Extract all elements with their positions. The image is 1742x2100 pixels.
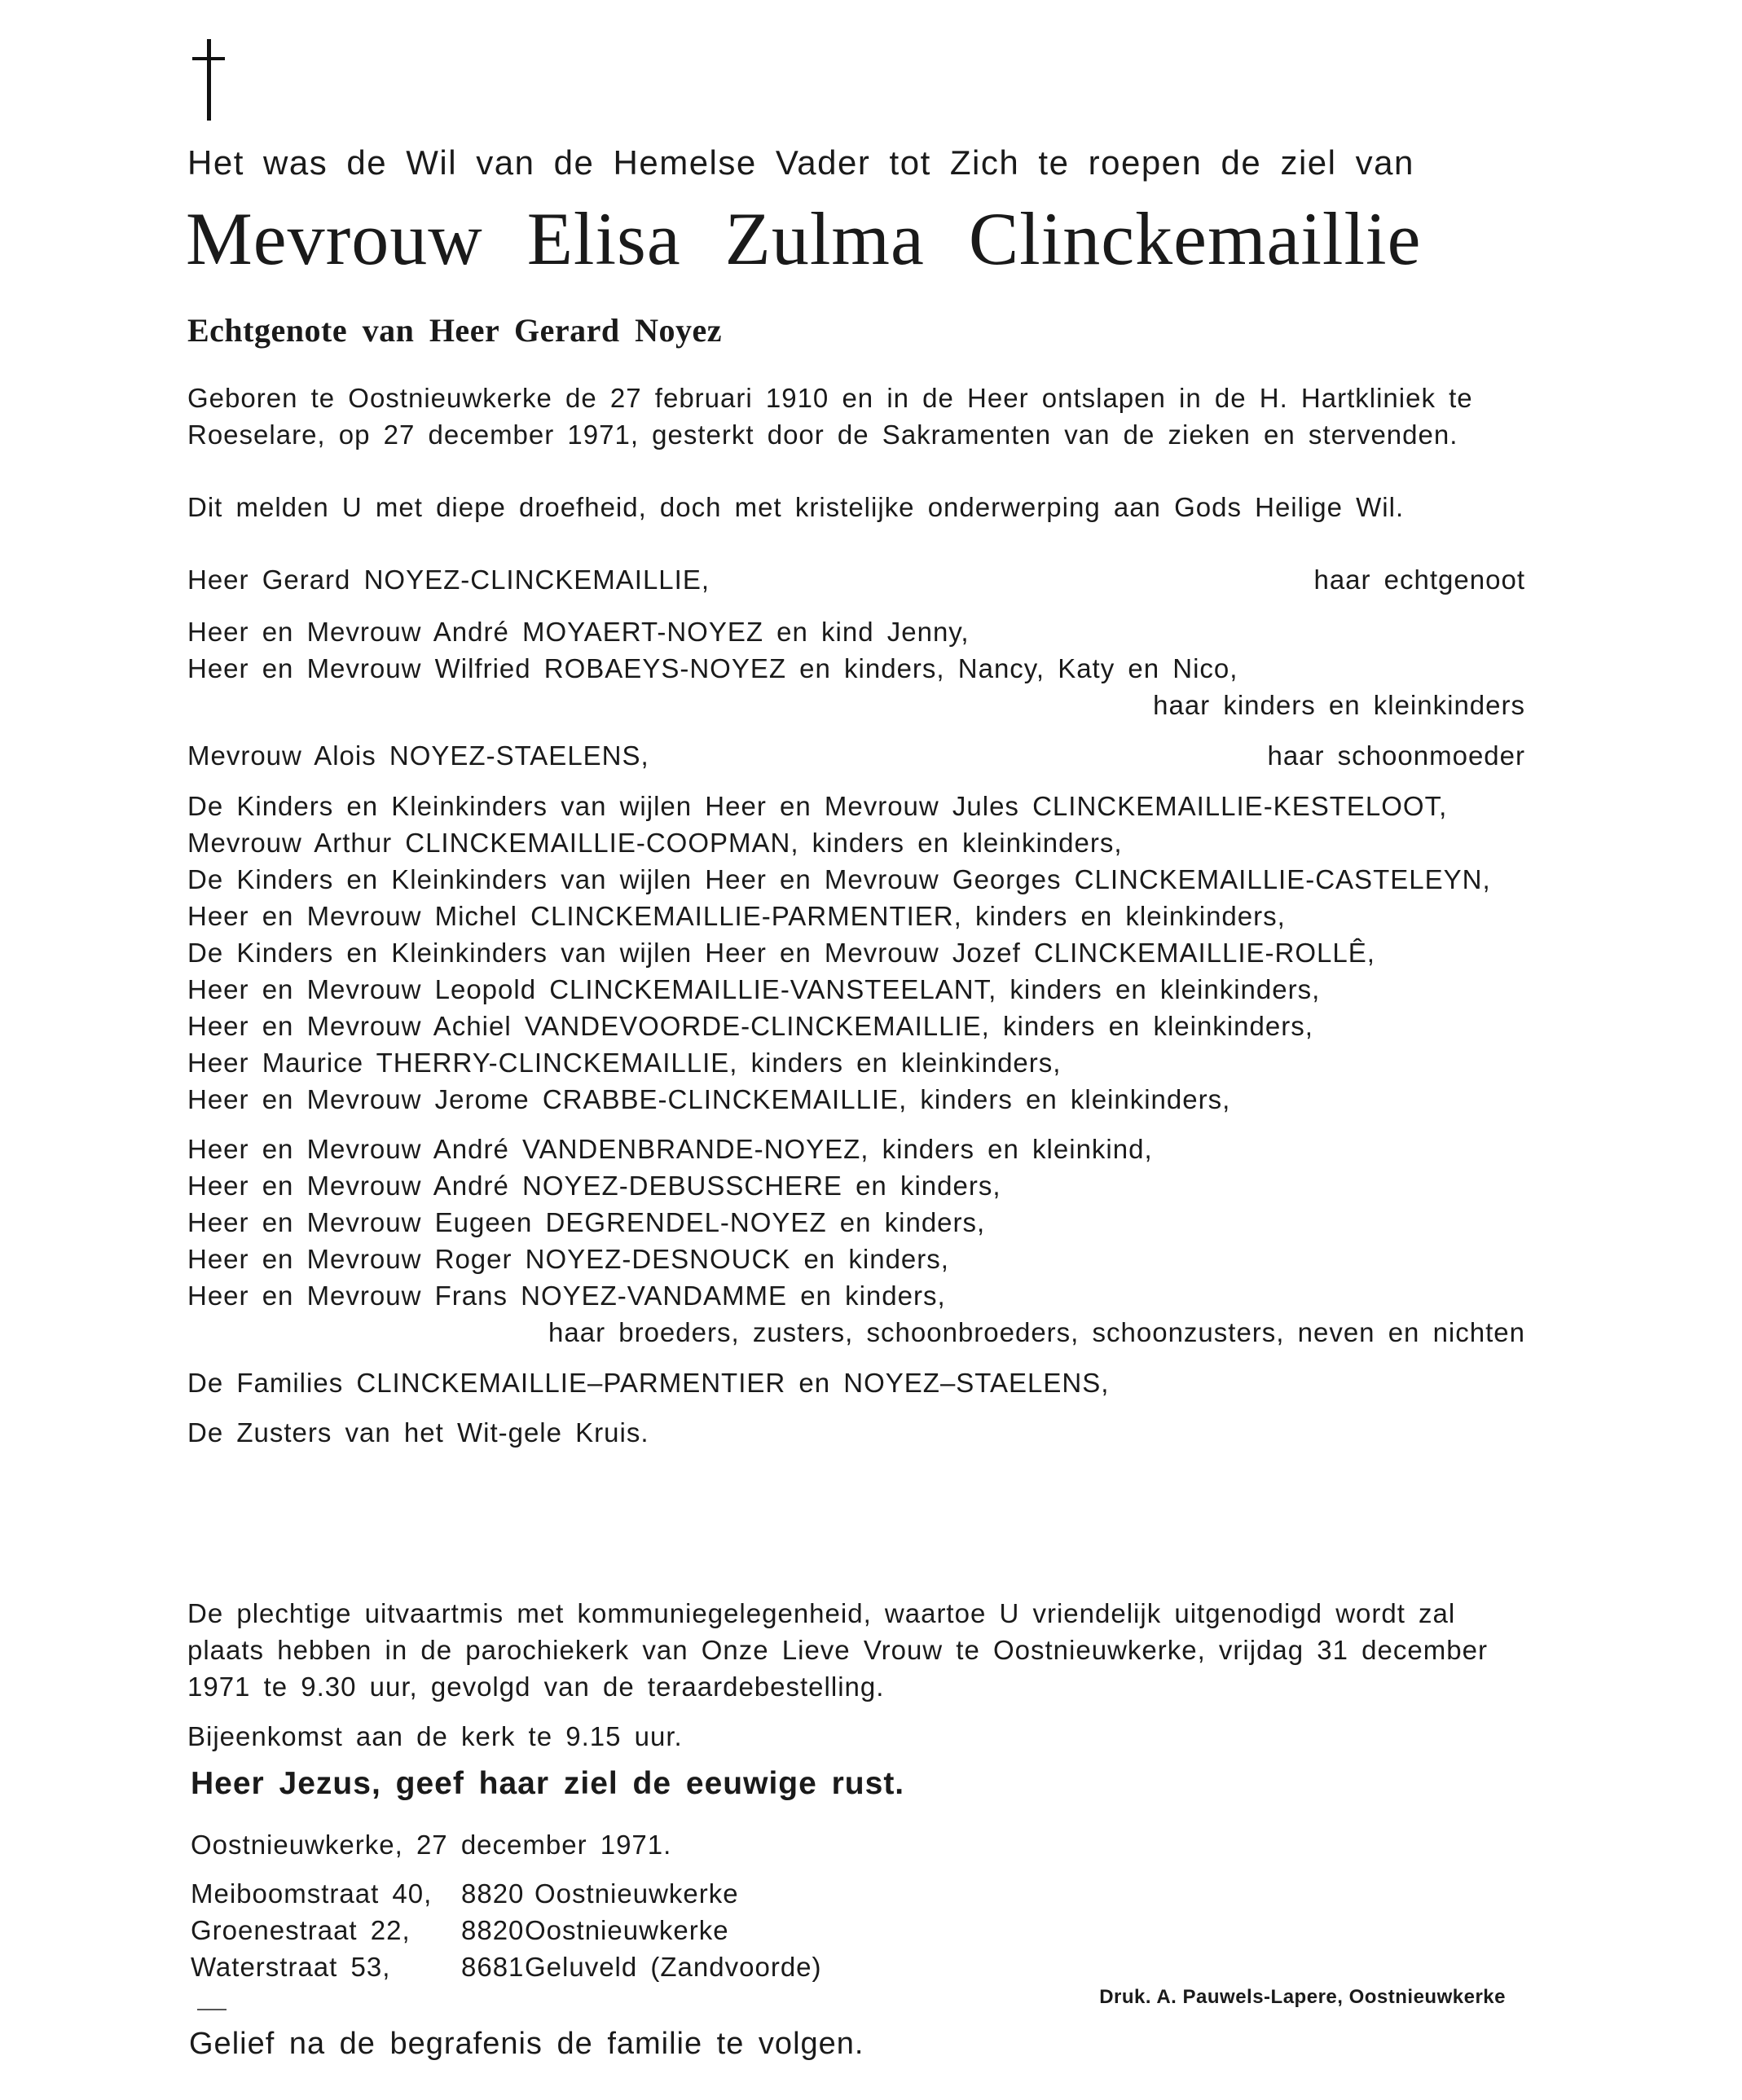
families-line: De Families CLINCKEMAILLIE–PARMENTIER en NOYEZ–STAELENS, [187, 1368, 1110, 1398]
husband-role: haar echtgenoot [1313, 565, 1525, 595]
funeral-line-1: De plechtige uitvaartmis met kommuniegelegenheid, waartoe U vriendelijk uitgenodigd wordt zal [187, 1598, 1456, 1628]
address-city: Oostnieuwkerke [534, 1878, 739, 1909]
address-street: Waterstraat 53, [191, 1952, 391, 1982]
funeral-line-2: plaats hebben in de parochiekerk van Onze Lieve Vrouw te Oostnieuwkerke, vrijdag 31 december [187, 1635, 1488, 1665]
place-date: Oostnieuwkerke, 27 december 1971. [191, 1830, 672, 1860]
relative-line: Mevrouw Arthur CLINCKEMAILLIE-COOPMAN, kinders en kleinkinders, [187, 828, 1123, 858]
relative-line: Heer en Mevrouw Achiel VANDEVOORDE-CLINCKEMAILLIE, kinders en kleinkinders, [187, 1011, 1313, 1041]
address-postal: 8820 [461, 1915, 525, 1945]
mother-in-law-line: Mevrouw Alois NOYEZ-STAELENS, [187, 740, 649, 771]
relative-line: Heer Maurice THERRY-CLINCKEMAILLIE, kinders en kleinkinders, [187, 1048, 1062, 1078]
birth-line-1: Geboren te Oostnieuwkerke de 27 februari 1910 en in de Heer ontslapen in de H. Hartkliniek te [187, 383, 1473, 413]
address-postal: 8681 [461, 1952, 525, 1982]
printer-credit: Druk. A. Pauwels-Lapere, Oostnieuwkerke [1099, 1986, 1506, 2008]
cross-icon [192, 39, 225, 121]
husband-line: Heer Gerard NOYEZ-CLINCKEMAILLIE, [187, 565, 710, 595]
relative-line: Heer en Mevrouw Jerome CRABBE-CLINCKEMAILLIE, kinders en kleinkinders, [187, 1084, 1231, 1114]
relative-line: Heer en Mevrouw Eugeen DEGRENDEL-NOYEZ en kinders, [187, 1207, 986, 1237]
relative-line: De Kinders en Kleinkinders van wijlen Heer en Mevrouw Jozef CLINCKEMAILLIE-ROLLÊ, [187, 938, 1375, 968]
children-role: haar kinders en kleinkinders [1153, 690, 1525, 720]
address-street: Meiboomstraat 40, [191, 1878, 433, 1909]
gathering-line: Bijeenkomst aan de kerk te 9.15 uur. [187, 1721, 683, 1751]
relatives-role: haar broeders, zusters, schoonbroeders, schoonzusters, neven en nichten [548, 1317, 1525, 1347]
announcement: Dit melden U met diepe droefheid, doch met kristelijke onderwerping aan Gods Heilige Wil. [187, 492, 1405, 522]
address-street: Groenestraat 22, [191, 1915, 411, 1945]
funeral-line-3: 1971 te 9.30 uur, gevolgd van de teraardebestelling. [187, 1672, 885, 1702]
follow-request: Gelief na de begrafenis de familie te volgen. [189, 2027, 864, 2061]
relative-line: Heer en Mevrouw Leopold CLINCKEMAILLIE-VANSTEELANT, kinders en kleinkinders, [187, 974, 1321, 1004]
closing-prayer: Heer Jezus, geef haar ziel de eeuwige rust. [191, 1766, 905, 1801]
relative-line: Heer en Mevrouw André NOYEZ-DEBUSSCHERE en kinders, [187, 1171, 1001, 1201]
sisters-line: De Zusters van het Wit-gele Kruis. [187, 1417, 649, 1448]
child-line: Heer en Mevrouw André MOYAERT-NOYEZ en kind Jenny, [187, 617, 970, 647]
address-postal: 8820 [461, 1878, 525, 1909]
intro-text: Het was de Wil van de Hemelse Vader tot Zich te roepen de ziel van [187, 143, 1414, 182]
relative-line: Heer en Mevrouw Roger NOYEZ-DESNOUCK en kinders, [187, 1244, 949, 1274]
relative-line: De Kinders en Kleinkinders van wijlen Heer en Mevrouw Jules CLINCKEMAILLIE-KESTELOOT, [187, 791, 1448, 821]
relative-line: Heer en Mevrouw Michel CLINCKEMAILLIE-PARMENTIER, kinders en kleinkinders, [187, 901, 1286, 931]
relative-line: Heer en Mevrouw Frans NOYEZ-VANDAMME en kinders, [187, 1281, 946, 1311]
birth-line-2: Roeselare, op 27 december 1971, gesterkt door de Sakramenten van de zieken en stervenden. [187, 420, 1458, 450]
address-city: Oostnieuwkerke [525, 1915, 729, 1945]
deceased-name: Mevrouw Elisa Zulma Clinckemaillie [186, 197, 1422, 280]
relative-line: De Kinders en Kleinkinders van wijlen Heer en Mevrouw Georges CLINCKEMAILLIE-CASTELEYN, [187, 864, 1491, 894]
child-line: Heer en Mevrouw Wilfried ROBAEYS-NOYEZ en kinders, Nancy, Katy en Nico, [187, 653, 1238, 683]
mother-in-law-role: haar schoonmoeder [1267, 740, 1525, 771]
spouse-line: Echtgenote van Heer Gerard Noyez [187, 312, 722, 349]
divider [197, 2009, 227, 2010]
relative-line: Heer en Mevrouw André VANDENBRANDE-NOYEZ, kinders en kleinkind, [187, 1134, 1153, 1164]
address-city: Geluveld (Zandvoorde) [525, 1952, 822, 1982]
